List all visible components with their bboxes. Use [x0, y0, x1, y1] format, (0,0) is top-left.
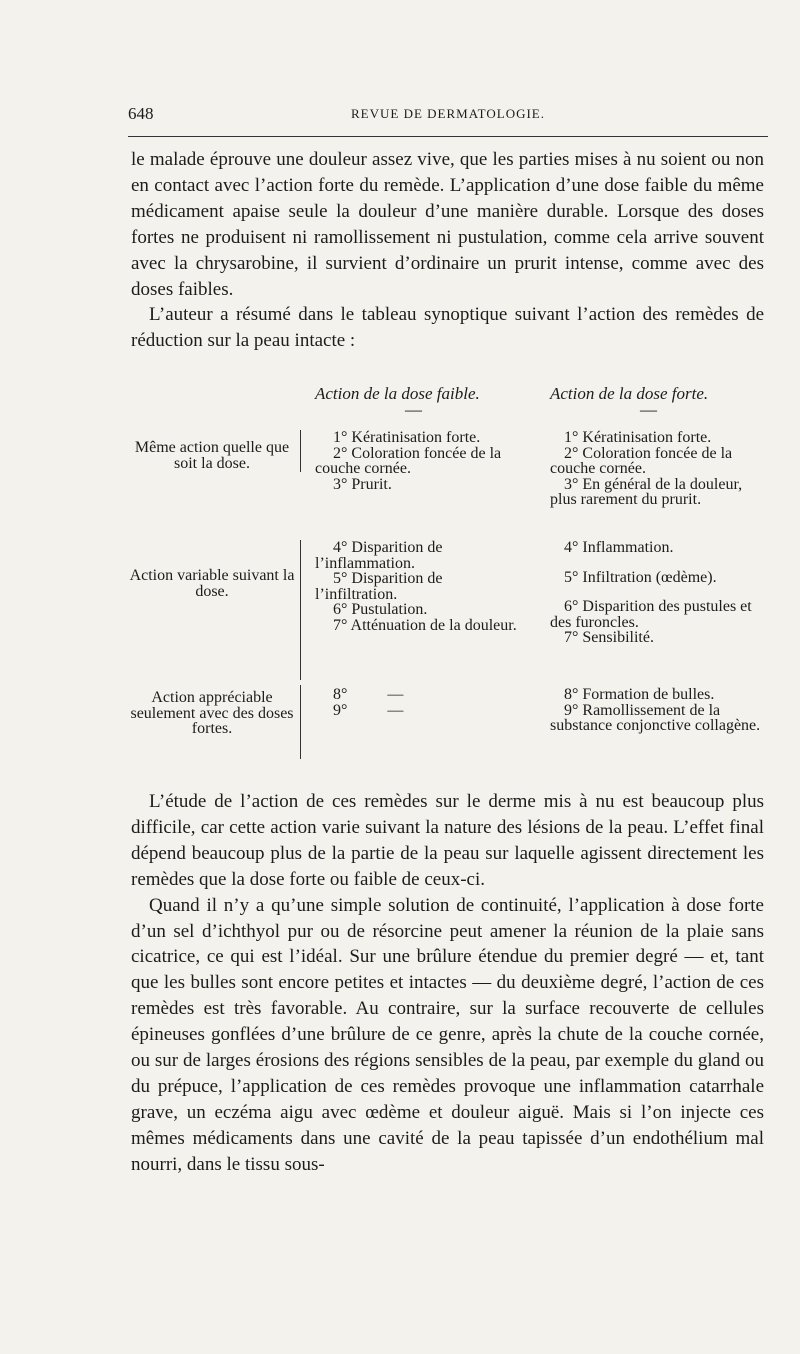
paragraph-1-text: le malade éprouve une douleur assez vive, que les parties mises à nu soient ou non en contact avec l’action forte du remède. L’application d’une dose faible du même médicament apaise seule la douleur d’une manière durable. Lorsque des doses fortes ne produisent ni ramollissement ni pustulation, comme cela arrive souvent avec la chrysarobine, il survient d’ordinaire un prurit intense, comme avec des doses faibles.: [131, 149, 764, 300]
strong-item: 6° Disparition des pustules et des furoncles.: [550, 598, 752, 631]
paragraph-3: [131, 789, 764, 1178]
group-label-3: Action appréciable seulement avec des doses fortes.: [130, 689, 294, 737]
group-label-1: Même action quelle que soit la dose.: [134, 439, 290, 472]
column-header-strong: Action de la dose forte.: [550, 384, 709, 403]
strong-item: 2° Coloration foncée de la couche cornée.: [550, 444, 733, 477]
brace-2: [300, 540, 301, 680]
strong-item: 9° Ramollissement de la substance conjonctive collagène.: [550, 701, 761, 734]
column-dash-weak: —: [405, 400, 422, 419]
weak-item: 3° Prurit.: [333, 475, 392, 493]
weak-cell-group-1: [315, 430, 527, 492]
strong-item: 3° En général de la douleur, plus rarement du prurit.: [550, 475, 743, 508]
running-title: REVUE DE DERMATOLOGIE.: [351, 106, 545, 121]
page-number: 648: [128, 104, 154, 123]
group-label-2: Action variable suivant la dose.: [129, 567, 295, 600]
weak-item: 4° Disparition de l’inflammation.: [315, 539, 443, 572]
paragraph-2-text: L’auteur a résumé dans le tableau synoptique suivant l’action des remèdes de réduction sur la peau intacte :: [131, 304, 764, 352]
paragraph-1: [131, 147, 764, 354]
weak-cell-group-3: [315, 687, 527, 718]
paragraph-4-text: Quand il n’y a qu’une simple solution de continuité, l’application à dose forte d’un sel d’ichthyol pur ou de résorcine peut amener la réunion de la plaie sans cicatrice, ce qui est l’idéal. Sur une brûlure étendue du premier degré — et, tant que les bulles sont encore petites et intactes — du deuxième degré, l’action de ces remèdes est très favorable. Au contraire, sur la surface recouverte de cellules épineuses gonflées d’une brûlure de ce genre, après la chute de la couche cornée, ou sur de larges érosions des régions sensibles de la peau, par exemple du gland ou du prépuce, l’application de ces remèdes provoque une inflammation catarrhale grave, un eczéma aigu avec œdème et douleur aiguë. Mais si l’on injecte ces mêmes médicaments dans une cavité de la peau tapissée d’un endothélium mal nourri, dans le tissu sous-: [131, 894, 764, 1175]
weak-cell-group-2: [315, 540, 527, 633]
weak-item: 6° Pustulation.: [333, 601, 428, 618]
strong-cell-group-3: [550, 687, 764, 734]
brace-1: [300, 430, 301, 472]
weak-item: 1° Kératinisation forte.: [333, 429, 481, 446]
strong-item: 5° Infiltration (œdème).: [564, 568, 717, 586]
weak-item: 8° —: [333, 686, 404, 703]
weak-item: 7° Atténuation de la douleur.: [333, 616, 517, 634]
strong-cell-group-2: [550, 540, 764, 646]
weak-item: 2° Coloration foncée de la couche cornée.: [315, 444, 502, 477]
strong-item: 7° Sensibilité.: [564, 629, 654, 646]
strong-cell-group-1: [550, 430, 764, 508]
page-header: [128, 104, 768, 128]
column-header-weak: Action de la dose faible.: [315, 384, 480, 403]
weak-item: 5° Disparition de l’infiltration.: [315, 570, 443, 603]
strong-item: 1° Kératinisation forte.: [564, 429, 712, 446]
strong-item: 4° Inflammation.: [564, 539, 674, 556]
brace-3: [300, 685, 301, 759]
strong-item: 8° Formation de bulles.: [564, 686, 715, 703]
paragraph-3-text: L’étude de l’action de ces remèdes sur le derme mis à nu est beaucoup plus difficile, car cette action varie suivant la nature des lésions de la peau. L’effet final dépend beaucoup plus de la partie de la peau sur laquelle agissent directement les remèdes que la dose forte ou faible de ceux-ci.: [131, 791, 764, 890]
column-dash-strong: —: [640, 400, 657, 419]
header-rule: [128, 136, 768, 137]
weak-item: 9° —: [333, 701, 404, 719]
